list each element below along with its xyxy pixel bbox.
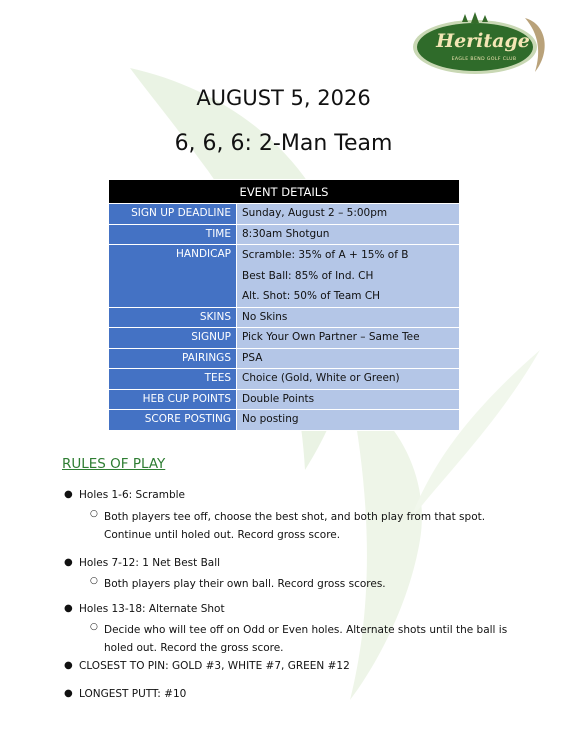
handicap-line: Scramble: 35% of A + 15% of B [242, 249, 409, 261]
row-value: PSA [237, 348, 460, 369]
row-value: No Skins [237, 307, 460, 328]
bullet-icon: ● [64, 660, 73, 671]
rule-text: Holes 7-12: 1 Net Best Ball [79, 557, 221, 569]
table-row [109, 224, 460, 245]
table-row [109, 204, 460, 225]
table-row [109, 410, 460, 431]
row-value [237, 245, 460, 308]
row-label: HANDICAP [109, 245, 237, 308]
rule-text: Holes 13-18: Alternate Shot [79, 603, 225, 615]
rule-text: LONGEST PUTT: #10 [79, 688, 187, 700]
bullet-icon: ● [64, 557, 73, 568]
row-value: Double Points [237, 389, 460, 410]
bullet-icon: ● [64, 688, 73, 699]
bullet-icon: ● [64, 489, 73, 500]
table-row [109, 369, 460, 390]
sub-item-text: Decide who will tee off on Odd or Even holes. Alternate shots until the ball is holed out. Record the gross score. [104, 624, 508, 654]
row-label: TEES [109, 369, 237, 390]
table-row [109, 328, 460, 349]
bullet-icon: ● [64, 603, 73, 614]
circle-bullet-icon: ○ [90, 622, 98, 632]
row-value: Choice (Gold, White or Green) [237, 369, 460, 390]
handicap-line: Alt. Shot: 50% of Team CH [242, 290, 381, 302]
row-label: SIGNUP [109, 328, 237, 349]
rule-text: Holes 1-6: Scramble [79, 489, 185, 501]
table-row [109, 348, 460, 369]
row-label: TIME [109, 224, 237, 245]
logo-wordmark: Heritage [436, 30, 530, 52]
row-value: No posting [237, 410, 460, 431]
table-row [109, 307, 460, 328]
event-details-table [108, 179, 460, 431]
row-label: HEB CUP POINTS [109, 389, 237, 410]
sub-item-text: Both players play their own ball. Record gross scores. [104, 578, 386, 590]
row-value: 8:30am Shotgun [237, 224, 460, 245]
table-row [109, 389, 460, 410]
event-details-heading: EVENT DETAILS [109, 180, 460, 204]
row-value: Sunday, August 2 – 5:00pm [237, 204, 460, 225]
circle-bullet-icon: ○ [90, 576, 98, 586]
rule-text: CLOSEST TO PIN: GOLD #3, WHITE #7, GREEN #12 [79, 660, 350, 672]
circle-bullet-icon: ○ [90, 509, 98, 519]
rules-heading: RULES OF PLAY [62, 456, 166, 472]
event-title: 6, 6, 6: 2-Man Team [174, 131, 393, 156]
table-row [109, 245, 460, 308]
sub-item-text: Both players tee off, choose the best shot, and both play from that spot. Continue until holed out. Record gross score. [104, 511, 486, 541]
row-value: Pick Your Own Partner – Same Tee [237, 328, 460, 349]
row-label: SCORE POSTING [109, 410, 237, 431]
row-label: SKINS [109, 307, 237, 328]
row-label: SIGN UP DEADLINE [109, 204, 237, 225]
logo-subtitle: EAGLE BEND GOLF CLUB [451, 57, 517, 62]
handicap-line: Best Ball: 85% of Ind. CH [242, 269, 374, 282]
event-date: AUGUST 5, 2026 [196, 86, 371, 110]
row-label: PAIRINGS [109, 348, 237, 369]
